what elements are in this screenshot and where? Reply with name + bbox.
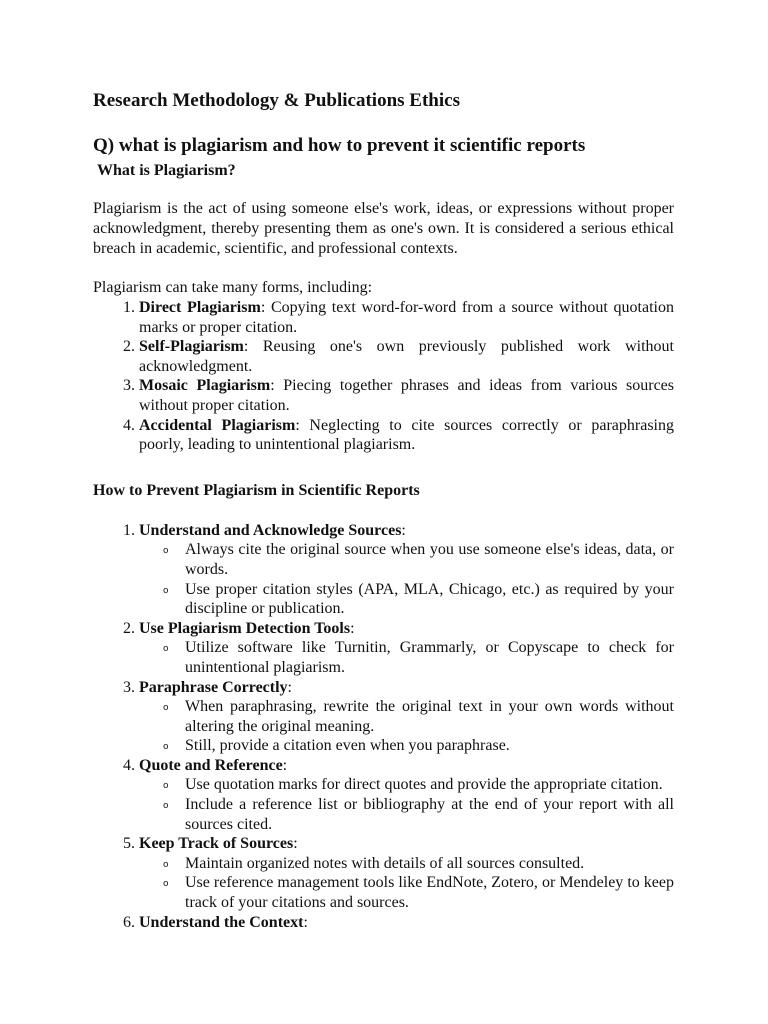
step-colon: : — [350, 619, 355, 637]
circle-bullet-icon: o — [163, 801, 169, 812]
step-item — [139, 834, 674, 912]
form-desc: : Reusing one's own previously published work without acknowledgment. — [139, 338, 674, 375]
circle-bullet-icon: o — [163, 644, 169, 655]
step-title: Understand the Context — [139, 913, 304, 931]
point-text: Always cite the original source when you use someone else's ideas, data, or words. — [185, 541, 674, 578]
step-points — [139, 775, 674, 834]
list-item — [163, 540, 674, 579]
step-item — [139, 619, 674, 678]
forms-list-item — [139, 337, 674, 376]
step-item — [139, 678, 674, 756]
step-colon: : — [282, 756, 288, 774]
form-desc: : Copying text word-for-word from a source without quotation marks or proper citation. — [139, 299, 674, 336]
point-text: Utilize software like Turnitin, Grammarly, or Copyscape to check for unintentional plagiarism. — [185, 639, 674, 676]
step-title: Quote and Reference — [139, 756, 283, 774]
step-title: Understand and Acknowledge Sources — [139, 521, 402, 539]
circle-bullet-icon: o — [163, 703, 169, 714]
list-item — [163, 638, 674, 677]
list-item — [163, 736, 674, 756]
forms-list-item — [139, 298, 674, 337]
form-desc: : Neglecting to cite sources correctly or paraphrasing poorly, leading to unintentional plagiarism. — [139, 416, 674, 454]
form-desc: : Piecing together phrases and ideas from various sources without proper citation. — [139, 377, 674, 414]
form-term: Direct Plagiarism — [139, 299, 261, 316]
circle-bullet-icon: o — [163, 781, 169, 792]
list-item — [163, 795, 674, 834]
point-text: Use quotation marks for direct quotes and provide the appropriate citation. — [185, 776, 663, 794]
step-colon: : — [293, 835, 298, 853]
step-points — [139, 638, 674, 677]
circle-bullet-icon: o — [163, 859, 169, 870]
circle-bullet-icon: o — [163, 742, 169, 753]
step-title: Keep Track of Sources — [139, 835, 294, 853]
definition-paragraph: Plagiarism is the act of using someone else's work, ideas, or expressions without proper acknowledgment, thereby presenting them as one's own. It is considered a serious ethical breach in academic, scientific, and professional contexts. — [93, 200, 674, 257]
list-item — [163, 873, 674, 912]
document-title: Research Methodology & Publications Ethics — [93, 90, 460, 111]
list-item — [163, 580, 674, 619]
step-title: Use Plagiarism Detection Tools — [139, 619, 351, 637]
question-heading: Q) what is plagiarism and how to prevent it scientific reports — [93, 135, 586, 156]
prevention-heading: How to Prevent Plagiarism in Scientific Reports — [93, 481, 420, 499]
point-text: Maintain organized notes with details of all sources consulted. — [185, 854, 585, 872]
step-colon: : — [401, 521, 406, 539]
forms-intro: Plagiarism can take many forms, including: — [93, 279, 373, 296]
circle-bullet-icon: o — [163, 879, 169, 890]
point-text: When paraphrasing, rewrite the original text in your own words without altering the original meaning. — [185, 698, 674, 735]
circle-bullet-icon: o — [163, 546, 169, 557]
step-points — [139, 540, 674, 618]
step-item — [139, 756, 674, 834]
step-colon: : — [287, 678, 292, 696]
step-points — [139, 854, 674, 913]
list-item — [163, 854, 674, 874]
step-colon: : — [303, 913, 308, 931]
step-item — [139, 521, 674, 619]
point-text: Use proper citation styles (APA, MLA, Chicago, etc.) as required by your discipline or publication. — [185, 580, 674, 618]
step-item — [139, 913, 674, 933]
form-term: Accidental Plagiarism — [139, 416, 296, 434]
forms-list-item — [139, 416, 674, 455]
form-term: Self-Plagiarism — [139, 338, 244, 356]
forms-list-item — [139, 376, 674, 415]
prevention-steps-list — [93, 521, 674, 932]
form-term: Mosaic Plagiarism — [139, 377, 271, 395]
point-text: Include a reference list or bibliography at the end of your report with all sources cited. — [185, 796, 674, 833]
circle-bullet-icon: o — [163, 585, 169, 596]
what-is-plagiarism-heading: What is Plagiarism? — [97, 162, 236, 179]
step-points — [139, 697, 674, 756]
step-title: Paraphrase Correctly — [139, 678, 288, 696]
list-item — [163, 775, 674, 795]
plagiarism-forms-list — [93, 298, 674, 455]
point-text: Still, provide a citation even when you paraphrase. — [185, 737, 510, 755]
list-item — [163, 697, 674, 736]
point-text: Use reference management tools like EndNote, Zotero, or Mendeley to keep track of your citations and sources. — [185, 874, 674, 912]
